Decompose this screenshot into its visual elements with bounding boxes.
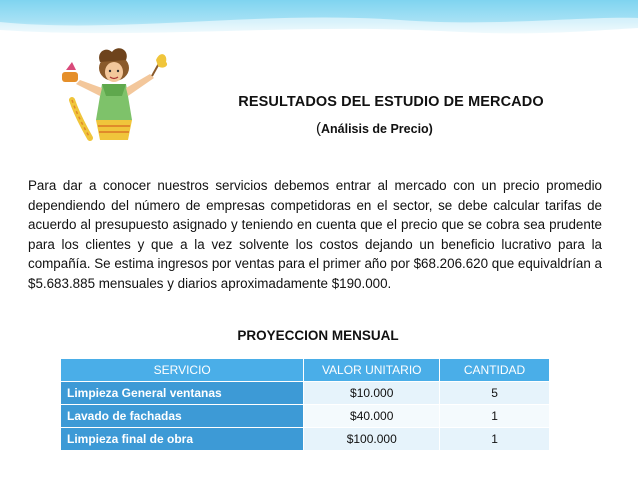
quantity-cell: 5 xyxy=(440,382,550,405)
page-subtitle xyxy=(316,120,466,137)
quantity-cell: 1 xyxy=(440,405,550,428)
header-band xyxy=(0,0,638,40)
column-header-valor-unitario: VALOR UNITARIO xyxy=(304,359,440,382)
projection-table xyxy=(60,358,550,451)
table-row xyxy=(61,405,550,428)
cleaning-woman-illustration xyxy=(52,40,170,146)
table-header-row xyxy=(61,359,550,382)
service-cell: Lavado de fachadas xyxy=(61,405,304,428)
table-row xyxy=(61,428,550,451)
wave-decoration xyxy=(0,0,638,40)
subtitle-open-paren: ( xyxy=(316,120,321,137)
analysis-paragraph: Para dar a conocer nuestros servicios debemos entrar al mercado con un precio promedio dependiendo del número de empresas competidoras en el sector, se debe calcular tarifas de acuerdo al presupuesto asignado y teniendo en cuenta que el precio que se cobra sea prudente para los clientes y que a la vez solvente los costos dejando un beneficio lucrativo para la compañía. Se estima ingresos por ventas para el primer año por $68.206.620 que equivaldrían a $5.683.885 mensuales y diarios aproximadamente $190.000. xyxy=(28,178,602,291)
unit-value-cell: $100.000 xyxy=(304,428,440,451)
quantity-cell: 1 xyxy=(440,428,550,451)
projection-heading: PROYECCION MENSUAL xyxy=(237,328,399,343)
page-title: RESULTADOS DEL ESTUDIO DE MERCADO xyxy=(238,94,544,110)
service-cell: Limpieza General ventanas xyxy=(61,382,304,405)
table-row xyxy=(61,382,550,405)
column-header-cantidad: CANTIDAD xyxy=(440,359,550,382)
unit-value-cell: $40.000 xyxy=(304,405,440,428)
column-header-servicio: SERVICIO xyxy=(61,359,304,382)
subtitle-text: Análisis de Precio) xyxy=(321,122,433,136)
unit-value-cell: $10.000 xyxy=(304,382,440,405)
service-cell: Limpieza final de obra xyxy=(61,428,304,451)
